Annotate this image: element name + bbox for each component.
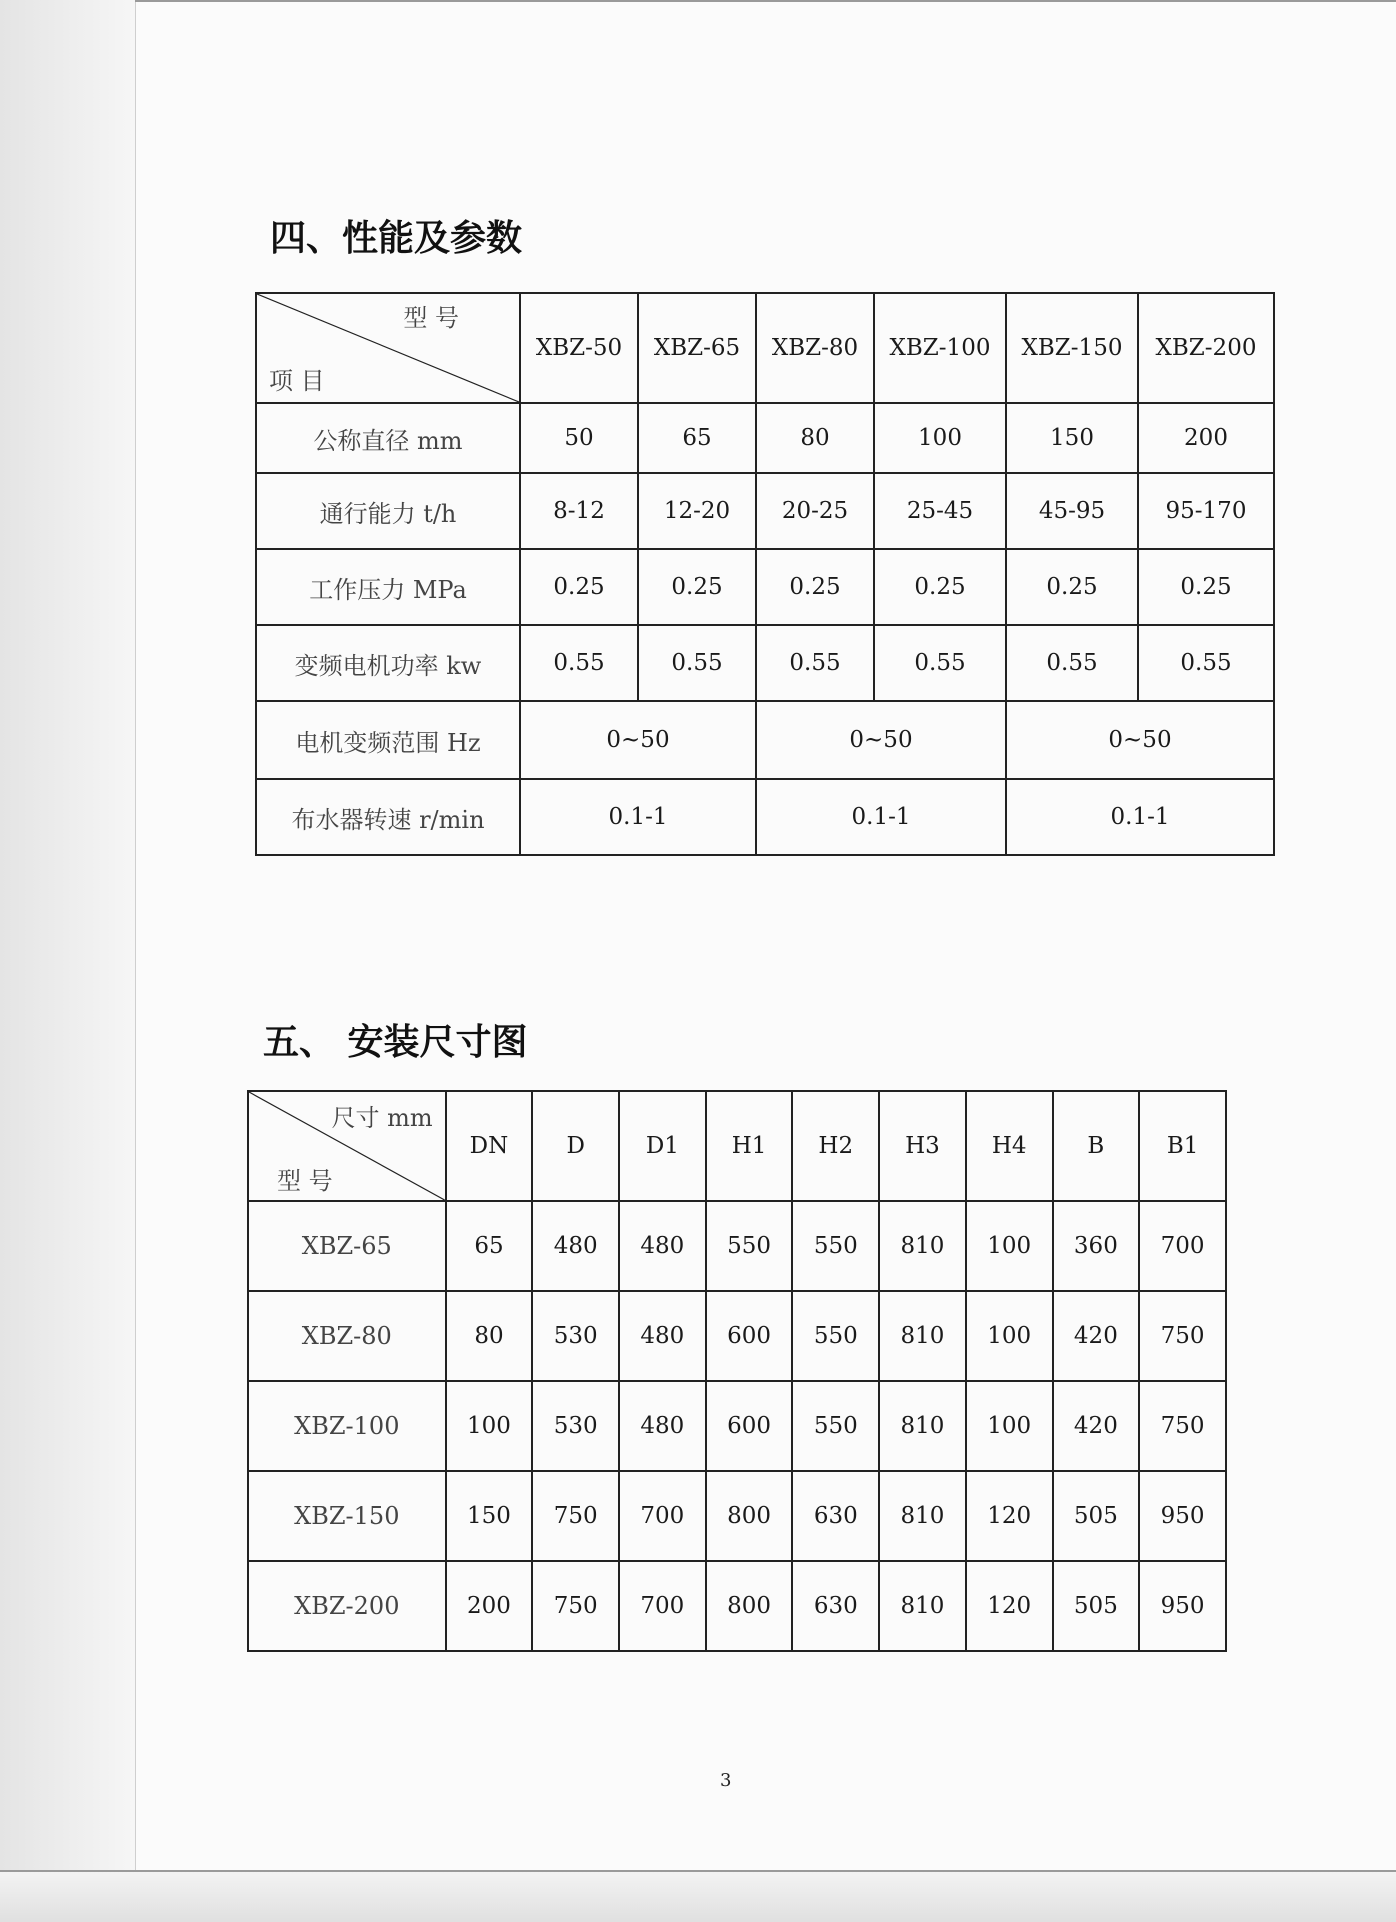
table-cell: 120: [966, 1471, 1053, 1561]
table-cell: 100: [966, 1291, 1053, 1381]
column-header: H4: [966, 1091, 1053, 1201]
row-model-label: XBZ-200: [248, 1561, 446, 1651]
row-label: 电机变频范围 Hz: [256, 701, 520, 779]
section-5-title: 五、 安装尺寸图: [263, 1022, 528, 1063]
table-cell: 480: [619, 1291, 706, 1381]
table-cell: 150: [1006, 403, 1138, 473]
table-cell: 630: [792, 1561, 879, 1651]
table-cell: 8-12: [520, 473, 638, 549]
table-cell: 750: [532, 1471, 619, 1561]
table-cell: 12-20: [638, 473, 756, 549]
merged-cell: 0.1-1: [1006, 779, 1274, 855]
table-row: [256, 473, 1274, 549]
merged-cell: 0~50: [756, 701, 1006, 779]
column-header: D: [532, 1091, 619, 1201]
dimension-table: [247, 1090, 1227, 1652]
table-cell: 100: [874, 403, 1006, 473]
table-cell: 800: [706, 1471, 793, 1561]
book-spine-shadow: [0, 0, 136, 1920]
table-cell: 700: [619, 1561, 706, 1651]
table-cell: 480: [619, 1201, 706, 1291]
table-row: [248, 1291, 1226, 1381]
table-cell: 25-45: [874, 473, 1006, 549]
table-row: [256, 701, 1274, 779]
model-header: XBZ-80: [756, 293, 874, 403]
section-4-title: 四、性能及参数: [270, 218, 523, 259]
table-cell: 700: [1139, 1201, 1226, 1291]
table-cell: 95-170: [1138, 473, 1274, 549]
table-cell: 0.25: [1006, 549, 1138, 625]
row-model-label: XBZ-150: [248, 1471, 446, 1561]
dimension-corner-cell: [248, 1091, 446, 1201]
corner-header-item: 项 目: [269, 367, 325, 395]
table-cell: 810: [879, 1561, 966, 1651]
row-model-label: XBZ-100: [248, 1381, 446, 1471]
table-cell: 950: [1139, 1561, 1226, 1651]
table-cell: 420: [1053, 1381, 1140, 1471]
table-cell: 600: [706, 1291, 793, 1381]
row-label: 通行能力 t/h: [256, 473, 520, 549]
page-number: 3: [720, 1770, 732, 1791]
merged-cell: 0.1-1: [756, 779, 1006, 855]
table-cell: 480: [532, 1201, 619, 1291]
table-cell: 20-25: [756, 473, 874, 549]
table-row: [256, 625, 1274, 701]
corner-header-dimension: 尺寸 mm: [331, 1104, 433, 1132]
row-label: 变频电机功率 kw: [256, 625, 520, 701]
table-cell: 45-95: [1006, 473, 1138, 549]
table-cell: 0.55: [520, 625, 638, 701]
row-model-label: XBZ-80: [248, 1291, 446, 1381]
table-cell: 750: [532, 1561, 619, 1651]
table-cell: 550: [792, 1291, 879, 1381]
table-cell: 700: [619, 1471, 706, 1561]
table-cell: 100: [966, 1201, 1053, 1291]
table-cell: 550: [792, 1201, 879, 1291]
dimension-header-row: [248, 1091, 1226, 1201]
table-cell: 550: [792, 1381, 879, 1471]
table-cell: 150: [446, 1471, 533, 1561]
table-row: [248, 1381, 1226, 1471]
table-cell: 505: [1053, 1471, 1140, 1561]
model-header: XBZ-150: [1006, 293, 1138, 403]
table-cell: 0.25: [756, 549, 874, 625]
table-cell: 800: [706, 1561, 793, 1651]
table-cell: 50: [520, 403, 638, 473]
merged-cell: 0~50: [1006, 701, 1274, 779]
table-cell: 950: [1139, 1471, 1226, 1561]
page-bottom-edge: [0, 1870, 1396, 1922]
table-row: [256, 549, 1274, 625]
corner-header-model: 型 号: [403, 304, 459, 332]
row-model-label: XBZ-65: [248, 1201, 446, 1291]
table-cell: 750: [1139, 1381, 1226, 1471]
performance-header-row: [256, 293, 1274, 403]
table-cell: 80: [446, 1291, 533, 1381]
table-cell: 810: [879, 1471, 966, 1561]
column-header: D1: [619, 1091, 706, 1201]
table-cell: 0.55: [756, 625, 874, 701]
model-header: XBZ-100: [874, 293, 1006, 403]
table-cell: 0.25: [1138, 549, 1274, 625]
table-cell: 100: [446, 1381, 533, 1471]
merged-cell: 0~50: [520, 701, 756, 779]
row-label: 布水器转速 r/min: [256, 779, 520, 855]
table-cell: 65: [638, 403, 756, 473]
row-label: 公称直径 mm: [256, 403, 520, 473]
table-cell: 0.55: [638, 625, 756, 701]
row-label: 工作压力 MPa: [256, 549, 520, 625]
performance-table: [255, 292, 1275, 856]
table-cell: 630: [792, 1471, 879, 1561]
column-header: DN: [446, 1091, 533, 1201]
table-cell: 530: [532, 1381, 619, 1471]
model-header: XBZ-200: [1138, 293, 1274, 403]
model-header: XBZ-65: [638, 293, 756, 403]
table-row: [256, 403, 1274, 473]
performance-corner-cell: [256, 293, 520, 403]
table-cell: 530: [532, 1291, 619, 1381]
corner-header-model: 型 号: [277, 1167, 333, 1195]
table-cell: 200: [1138, 403, 1274, 473]
column-header: H3: [879, 1091, 966, 1201]
table-cell: 480: [619, 1381, 706, 1471]
table-cell: 505: [1053, 1561, 1140, 1651]
table-cell: 100: [966, 1381, 1053, 1471]
table-cell: 65: [446, 1201, 533, 1291]
table-cell: 550: [706, 1201, 793, 1291]
page-top-edge: [135, 0, 1396, 10]
table-cell: 810: [879, 1291, 966, 1381]
table-cell: 0.25: [638, 549, 756, 625]
table-row: [248, 1561, 1226, 1651]
table-cell: 750: [1139, 1291, 1226, 1381]
table-cell: 0.55: [874, 625, 1006, 701]
column-header: H2: [792, 1091, 879, 1201]
table-row: [248, 1201, 1226, 1291]
merged-cell: 0.1-1: [520, 779, 756, 855]
table-cell: 420: [1053, 1291, 1140, 1381]
table-cell: 600: [706, 1381, 793, 1471]
table-cell: 360: [1053, 1201, 1140, 1291]
table-cell: 0.25: [874, 549, 1006, 625]
column-header: H1: [706, 1091, 793, 1201]
table-cell: 0.55: [1006, 625, 1138, 701]
table-cell: 810: [879, 1381, 966, 1471]
table-cell: 80: [756, 403, 874, 473]
column-header: B: [1053, 1091, 1140, 1201]
table-cell: 200: [446, 1561, 533, 1651]
model-header: XBZ-50: [520, 293, 638, 403]
table-cell: 0.25: [520, 549, 638, 625]
table-cell: 0.55: [1138, 625, 1274, 701]
table-cell: 810: [879, 1201, 966, 1291]
column-header: B1: [1139, 1091, 1226, 1201]
table-cell: 120: [966, 1561, 1053, 1651]
table-row: [256, 779, 1274, 855]
table-row: [248, 1471, 1226, 1561]
